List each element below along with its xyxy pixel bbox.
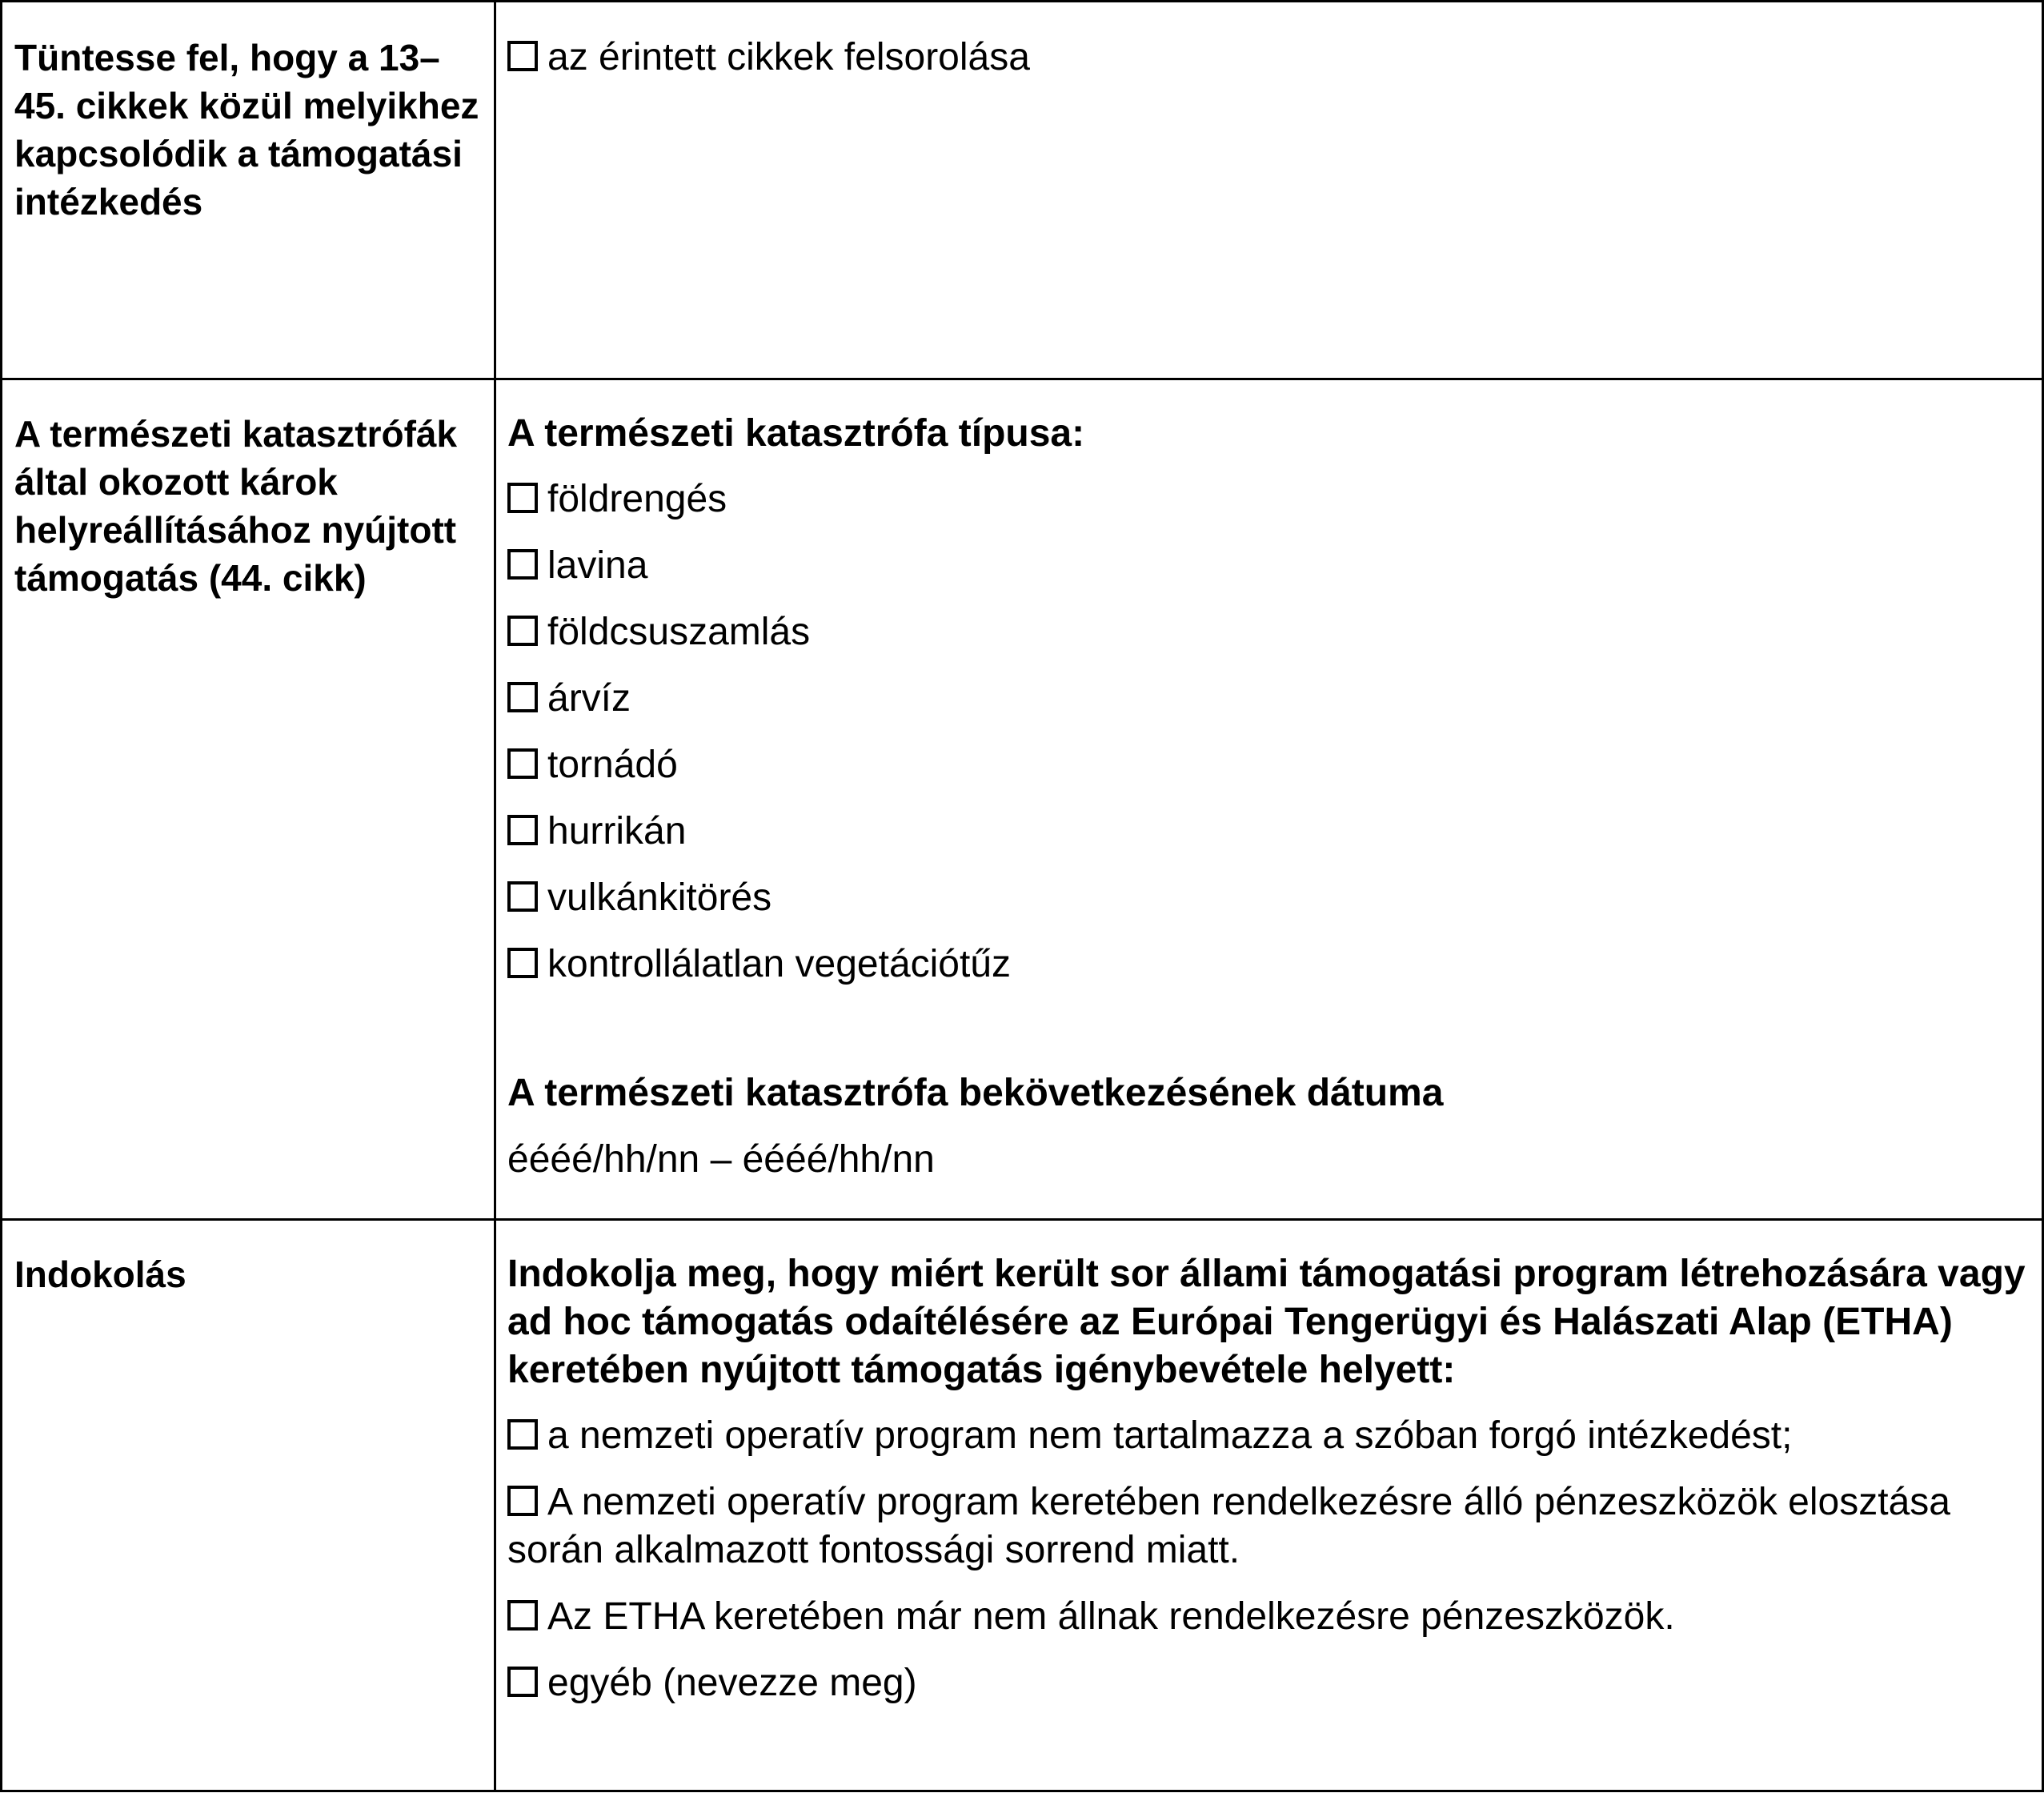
checkbox[interactable] [507,1486,538,1516]
checkbox[interactable] [507,948,538,978]
option-earthquake [507,475,2032,523]
checkbox[interactable] [507,1600,538,1631]
row-1-label: Tüntesse fel, hogy a 13–45. cikkek közül melyikhez kapcsolódik a támogatási intézkedés [14,37,479,223]
checkbox[interactable] [507,1667,538,1697]
option-label: hurrikán [547,810,687,852]
row-2-label: A természeti katasztrófák által okozott károk helyreállításához nyújtott támogatás (44. cikk) [14,413,458,599]
checkbox[interactable] [507,549,538,580]
option-not-in-operational-programme [507,1412,2032,1460]
option-hurricane [507,808,2032,856]
option-priority-order [507,1478,2032,1574]
row-3-label-cell [14,1250,487,1298]
checkbox[interactable] [507,483,538,513]
row-divider-2 [0,1218,2044,1221]
option-label: Az ETHA keretében már nem állnak rendelkezésre pénzeszközök. [547,1595,1675,1638]
disaster-type-heading: A természeti katasztrófa típusa: [507,412,1085,455]
option-label: A nemzeti operatív program keretében rendelkezésre álló pénzeszközök elosztása során alkalmazott fontossági sorrend miatt. [507,1481,1950,1571]
option-affected-articles [507,34,2032,82]
row-3-label: Indokolás [14,1253,186,1295]
table-border-bottom [0,1790,2044,1792]
row-divider-1 [0,378,2044,380]
option-label: az érintett cikkek felsorolása [547,36,1030,78]
checkbox[interactable] [507,881,538,912]
disaster-date-heading: A természeti katasztrófa bekövetkezésének dátuma [507,1072,1444,1114]
option-label: a nemzeti operatív program nem tartalmazza a szóban forgó intézkedést; [547,1414,1793,1457]
table-border-top [0,0,2044,2]
row-2-label-cell [14,410,487,602]
option-label: lavina [547,544,648,587]
checkbox[interactable] [507,41,538,71]
checkbox[interactable] [507,1419,538,1450]
checkbox[interactable] [507,616,538,646]
option-flood [507,675,2032,723]
option-no-funds-available [507,1593,2032,1641]
justification-question: Indokolja meg, hogy miért került sor állami támogatási program létrehozására vagy ad hoc támogatás odaítélésére az Európai Tengerügyi és Halászati Alap (ETHA) keretében nyújtott támogatás igénybevétele helyett: [507,1253,2026,1391]
checkbox[interactable] [507,748,538,779]
row-2-content-cell [507,410,2032,1184]
option-label: földrengés [547,478,727,520]
option-wildfire [507,941,2032,989]
option-tornado [507,741,2032,789]
option-label: árvíz [547,677,631,720]
option-label: földcsuszamlás [547,611,811,653]
option-label: egyéb (nevezze meg) [547,1662,917,1704]
option-other [507,1659,2032,1707]
option-avalanche [507,542,2032,590]
checkbox[interactable] [507,815,538,845]
row-3-content-cell [507,1250,2032,1726]
table-column-divider [494,0,496,1791]
option-label: vulkánkitörés [547,876,772,919]
option-label: kontrollálatlan vegetációtűz [547,943,1012,985]
disaster-date-field[interactable]: éééé/hh/nn – éééé/hh/nn [507,1138,935,1181]
option-landslide [507,608,2032,656]
table-border-left [0,0,2,1791]
option-volcanic-eruption [507,874,2032,922]
option-label: tornádó [547,744,678,786]
row-1-content-cell [507,34,2032,100]
row-1-label-cell [14,34,487,226]
checkbox[interactable] [507,682,538,712]
